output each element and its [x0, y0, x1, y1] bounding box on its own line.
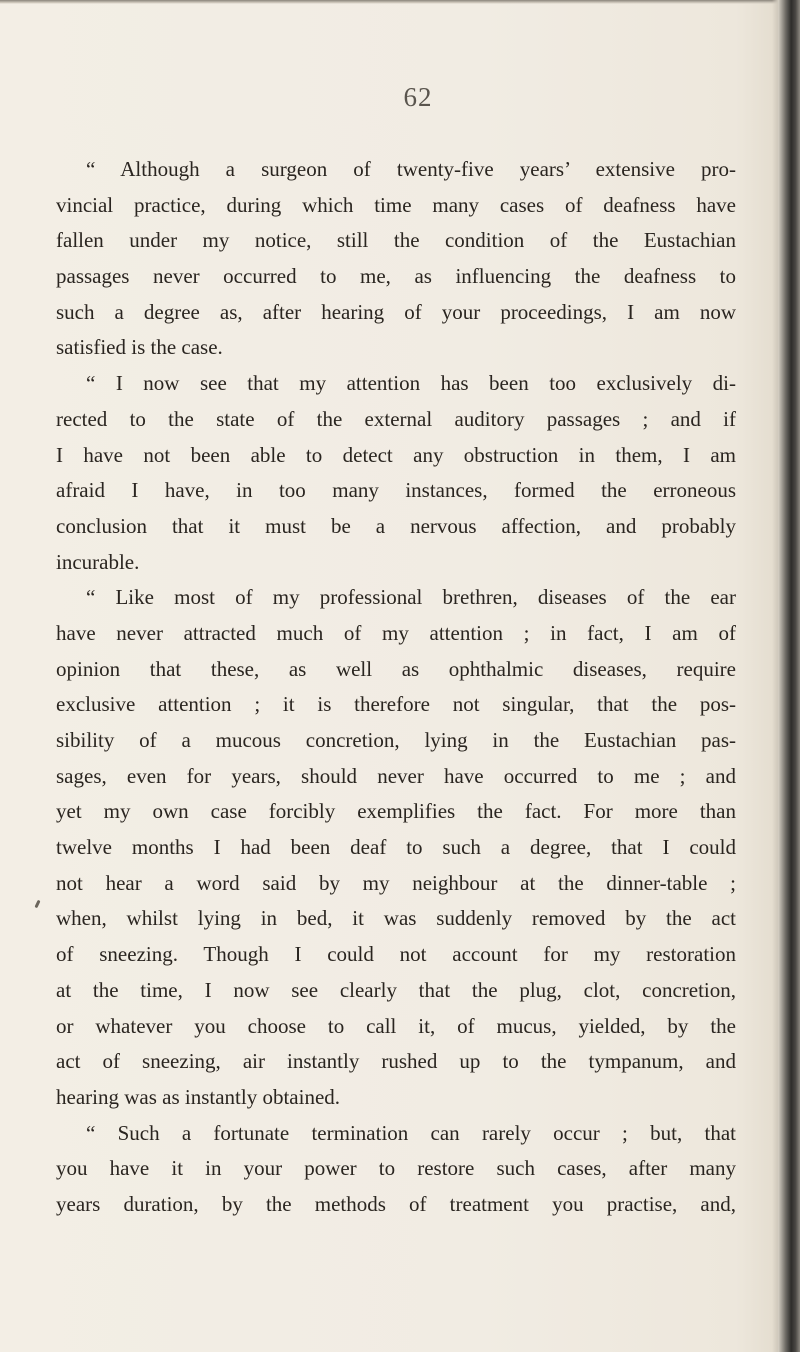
page-top-edge	[0, 0, 800, 4]
text-line: “ Although a surgeon of twenty-five years’ extensive pro-	[86, 157, 736, 181]
text-line: exclusive attention ; it is therefore not singular, that the pos-	[56, 692, 736, 717]
text-line: opinion that these, as well as ophthalmic diseases, require	[56, 656, 736, 681]
text-line: sibility of a mucous concretion, lying in the Eustachian pas-	[56, 728, 736, 752]
page-number: 62	[403, 82, 433, 112]
text-line: afraid I have, in too many instances, formed the erroneous	[56, 478, 736, 503]
text-line: “ I now see that my attention has been too exclusively di-	[86, 371, 736, 396]
text-line: not hear a word said by my neighbour at the dinner-table ;	[56, 870, 736, 895]
text-line: when, whilst lying in bed, it was suddenly removed by the act	[56, 906, 736, 931]
text-line: passages never occurred to me, as influencing the deafness to	[56, 264, 736, 289]
text-line: vincial practice, during which time many cases of deafness have	[56, 192, 736, 217]
text-line: “ Like most of my professional brethren, diseases of the ear	[86, 585, 736, 610]
text-line: yet my own case forcibly exemplifies the fact. For more than	[56, 799, 736, 824]
text-line: such a degree as, after hearing of your proceedings, I am now	[56, 299, 736, 324]
body-text	[56, 152, 736, 1223]
text-line: satisfied is the case.	[56, 335, 223, 360]
text-line: “ Such a fortunate termination can rarely occur ; but, that	[86, 1120, 736, 1145]
text-line: you have it in your power to restore such cases, after many	[56, 1156, 736, 1181]
text-line: I have not been able to detect any obstruction in them, I am	[56, 442, 736, 467]
text-line: conclusion that it must be a nervous affection, and probably	[56, 513, 736, 538]
book-spine-edge	[778, 0, 800, 1352]
text-line: at the time, I now see clearly that the plug, clot, concretion,	[56, 977, 736, 1002]
text-line: act of sneezing, air instantly rushed up to the tympanum, and	[56, 1049, 736, 1074]
text-line: twelve months I had been deaf to such a degree, that I could	[56, 835, 736, 860]
text-line: years duration, by the methods of treatment you practise, and,	[56, 1191, 736, 1216]
text-line: or whatever you choose to call it, of mucus, yielded, by the	[56, 1013, 736, 1038]
paragraph-2	[56, 366, 736, 580]
ink-speck	[34, 900, 40, 909]
text-line: of sneezing. Though I could not account for my restoration	[56, 942, 736, 967]
text-line: have never attracted much of my attention ; in fact, I am of	[56, 620, 736, 645]
text-line: rected to the state of the external auditory passages ; and if	[56, 406, 736, 431]
paragraph-4	[56, 1116, 736, 1223]
text-line: sages, even for years, should never have occurred to me ; and	[56, 763, 736, 788]
text-line: incurable.	[56, 549, 140, 574]
text-line: fallen under my notice, still the condition of the Eustachian	[56, 228, 736, 253]
paragraph-1	[56, 152, 736, 366]
text-line: hearing was as instantly obtained.	[56, 1084, 341, 1109]
paragraph-3	[56, 580, 736, 1115]
